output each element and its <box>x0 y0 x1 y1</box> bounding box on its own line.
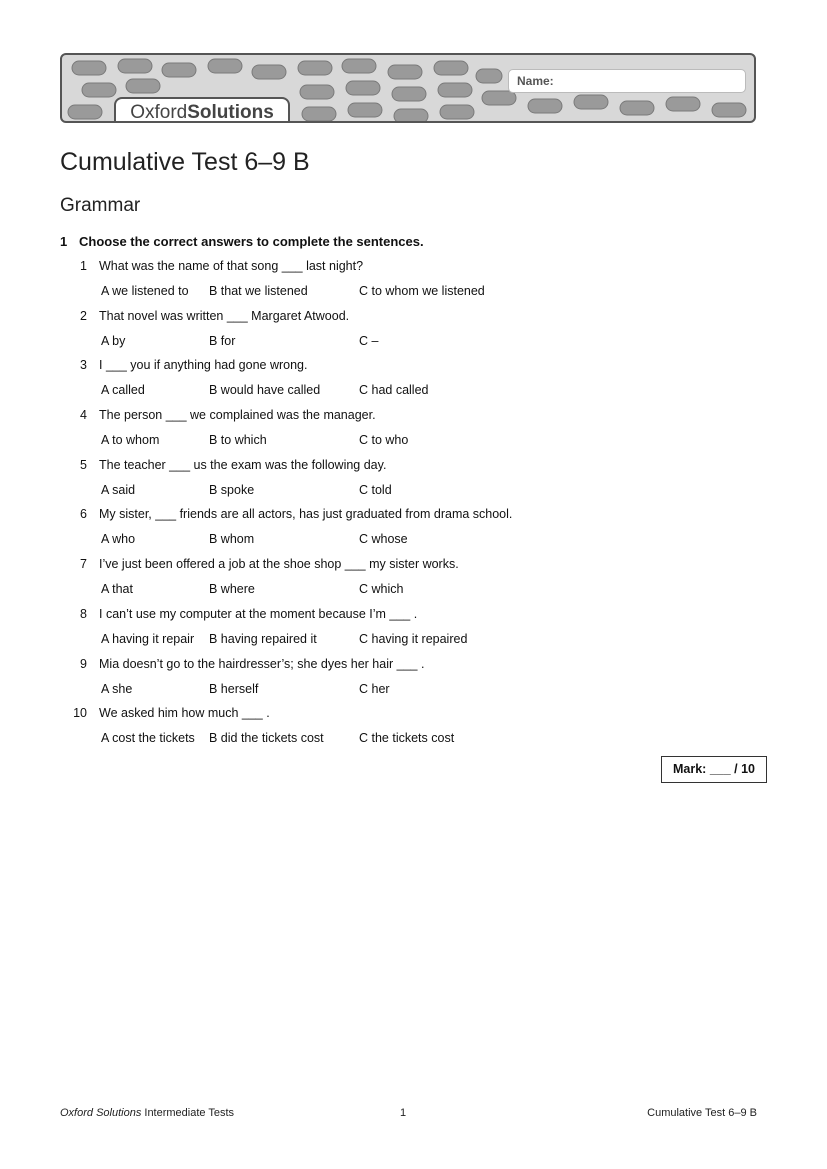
footer-series-rest: Intermediate Tests <box>141 1107 235 1119</box>
question-number: 10 <box>73 706 87 721</box>
option-b[interactable]: B spoke <box>209 482 255 497</box>
option-c[interactable]: C whose <box>359 532 408 547</box>
question-number: 2 <box>80 308 87 323</box>
question-text: My sister, ___ friends are all actors, has just graduated from drama school. <box>99 507 513 522</box>
exercise-instruction <box>60 234 424 249</box>
question-item <box>60 353 780 403</box>
option-c[interactable]: C her <box>359 681 390 696</box>
question-item <box>60 602 780 652</box>
option-b[interactable]: B whom <box>209 532 255 547</box>
question-number: 3 <box>80 358 87 373</box>
question-item <box>60 652 780 702</box>
oxford-solutions-logo <box>114 97 290 123</box>
footer-series-italic: Oxford Solutions <box>60 1107 142 1119</box>
option-a[interactable]: A that <box>101 582 133 597</box>
question-text: The person ___ we complained was the manager. <box>99 408 376 423</box>
option-a[interactable]: A who <box>101 532 136 547</box>
option-a[interactable]: A cost the tickets <box>101 731 195 746</box>
question-number: 7 <box>80 557 87 572</box>
question-item <box>60 304 780 354</box>
header-banner <box>60 53 756 123</box>
question-text: I ___ you if anything had gone wrong. <box>99 358 308 373</box>
option-b[interactable]: B herself <box>209 681 259 696</box>
option-b[interactable]: B would have called <box>209 383 321 398</box>
page-number: 1 <box>400 1107 407 1119</box>
option-b[interactable]: B having repaired it <box>209 631 317 646</box>
option-b[interactable]: B to which <box>209 433 267 448</box>
question-number: 4 <box>80 408 87 423</box>
footer-test-name: Cumulative Test 6–9 B <box>647 1107 757 1119</box>
question-item <box>60 403 780 453</box>
option-c[interactable]: C having it repaired <box>359 631 468 646</box>
question-item <box>60 552 780 602</box>
option-c[interactable]: C the tickets cost <box>359 731 455 746</box>
option-a[interactable]: A we listened to <box>101 284 189 298</box>
option-a[interactable]: A said <box>101 482 136 497</box>
question-item <box>60 502 780 552</box>
logo-oxford: Oxford <box>130 102 188 123</box>
question-text: I’ve just been offered a job at the shoe shop ___ my sister works. <box>99 557 459 572</box>
name-label: Name: <box>517 74 554 88</box>
name-field[interactable] <box>508 69 746 93</box>
footer-series <box>60 1107 234 1119</box>
logo-solutions: Solutions <box>187 102 274 123</box>
mark-box: Mark: ___ / 10 <box>661 756 767 783</box>
question-text: The teacher ___ us the exam was the following day. <box>99 457 387 472</box>
question-number: 8 <box>80 606 87 621</box>
option-c[interactable]: C – <box>359 333 379 348</box>
question-text: I can’t use my computer at the moment because I’m ___ . <box>99 606 418 621</box>
option-b[interactable]: B that we listened <box>209 284 308 298</box>
option-b[interactable]: B did the tickets cost <box>209 731 324 746</box>
question-number: 1 <box>80 259 87 273</box>
question-item <box>60 254 780 304</box>
question-number: 6 <box>80 507 87 522</box>
question-list <box>60 254 780 751</box>
question-item <box>60 701 780 751</box>
exercise-number: 1 <box>60 234 68 249</box>
question-text: What was the name of that song ___ last night? <box>99 259 364 273</box>
page-title: Cumulative Test 6–9 B <box>60 148 310 176</box>
question-number: 5 <box>80 457 87 472</box>
question-text: We asked him how much ___ . <box>99 706 270 721</box>
option-b[interactable]: B where <box>209 582 255 597</box>
option-a[interactable]: A she <box>101 681 133 696</box>
option-c[interactable]: C to whom we listened <box>359 284 485 298</box>
option-c[interactable]: C which <box>359 582 404 597</box>
option-a[interactable]: A to whom <box>101 433 160 448</box>
option-a[interactable]: A called <box>101 383 145 398</box>
question-number: 9 <box>80 656 87 671</box>
option-c[interactable]: C told <box>359 482 392 497</box>
option-a[interactable]: A having it repair <box>101 631 195 646</box>
option-c[interactable]: C had called <box>359 383 429 398</box>
question-item <box>60 453 780 503</box>
option-a[interactable]: A by <box>101 333 126 348</box>
section-heading: Grammar <box>60 195 141 216</box>
question-text: Mia doesn’t go to the hairdresser’s; she dyes her hair ___ . <box>99 656 425 671</box>
question-text: That novel was written ___ Margaret Atwood. <box>99 308 350 323</box>
option-c[interactable]: C to who <box>359 433 409 448</box>
instruction-text: Choose the correct answers to complete the sentences. <box>79 234 424 249</box>
option-b[interactable]: B for <box>209 333 236 348</box>
